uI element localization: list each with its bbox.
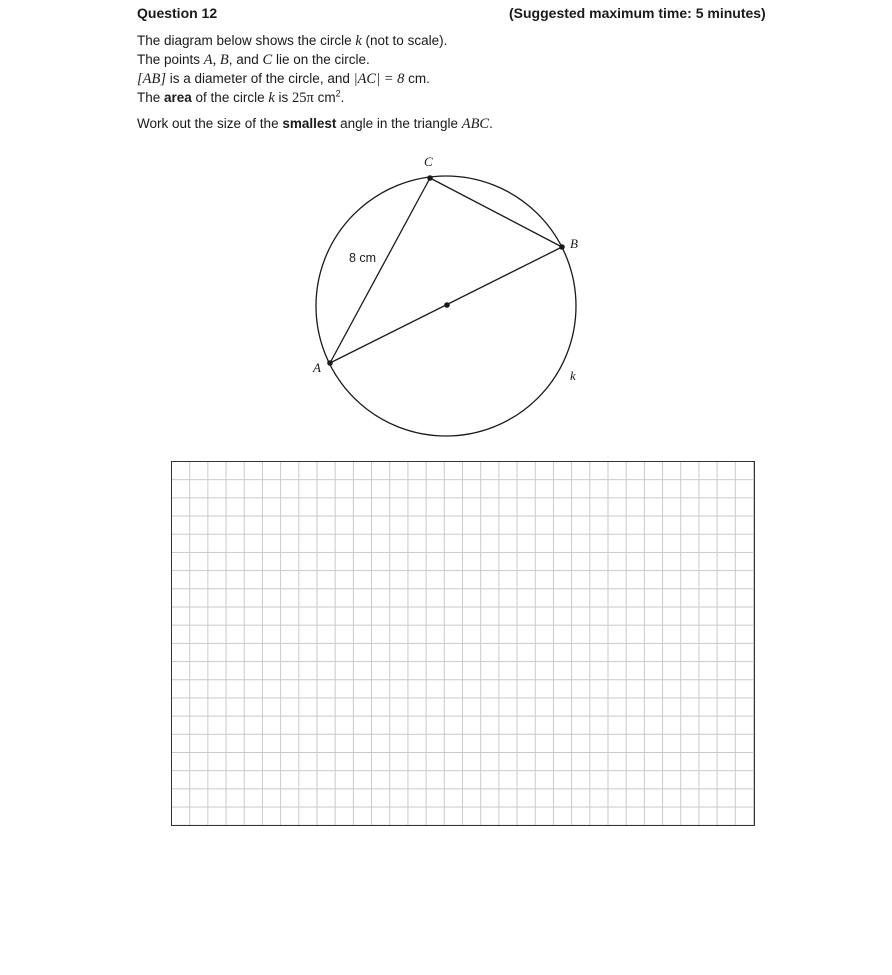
label-a: A: [313, 360, 321, 375]
math-segment: [AB]: [137, 71, 166, 87]
math-var: k: [268, 90, 275, 106]
side-cb: [430, 178, 562, 247]
text-fragment: cm.: [404, 71, 430, 86]
text-fragment: .: [340, 90, 345, 105]
bold-word: smallest: [282, 116, 337, 131]
text-fragment: angle in the triangle: [336, 116, 462, 131]
text-fragment: The points: [137, 52, 204, 67]
text-fragment: Work out the size of the: [137, 116, 283, 131]
text-fragment: .: [489, 116, 493, 131]
label-side-length: 8 cm: [349, 251, 377, 265]
text-fragment: , and: [228, 52, 263, 67]
text-fragment: The: [137, 90, 165, 105]
label-b: B: [570, 236, 578, 251]
question-title: Question 12: [137, 5, 218, 21]
point-a: [327, 360, 333, 366]
text-fragment: is a diameter of the circle, and: [166, 71, 354, 86]
text-fragment: is: [274, 90, 293, 105]
bold-word: area: [164, 90, 192, 105]
math-var: k: [355, 33, 362, 49]
side-ac: [330, 178, 430, 363]
math-triangle: ABC: [461, 116, 490, 132]
answer-grid[interactable]: [171, 461, 755, 826]
label-c: C: [424, 154, 433, 169]
math-var: B: [219, 52, 229, 68]
text-fragment: (not to scale).: [361, 33, 448, 48]
text-fragment: of the circle: [191, 90, 269, 105]
circle-diagram: [0, 0, 892, 460]
suggested-time: (Suggested maximum time: 5 minutes): [509, 5, 766, 21]
point-c: [427, 175, 433, 181]
math-value: 25π: [292, 90, 314, 106]
text-fragment: cm: [313, 90, 336, 105]
label-k: k: [570, 368, 576, 383]
math-var: C: [262, 52, 273, 68]
point-b: [559, 244, 565, 250]
superscript: 2: [335, 88, 341, 99]
center-point: [444, 302, 450, 308]
math-punct: ,: [212, 52, 220, 68]
math-var: A: [203, 52, 213, 68]
math-length: |AC| = 8: [353, 71, 405, 87]
text-fragment: lie on the circle.: [272, 52, 370, 67]
text-fragment: The diagram below shows the circle: [137, 33, 356, 48]
